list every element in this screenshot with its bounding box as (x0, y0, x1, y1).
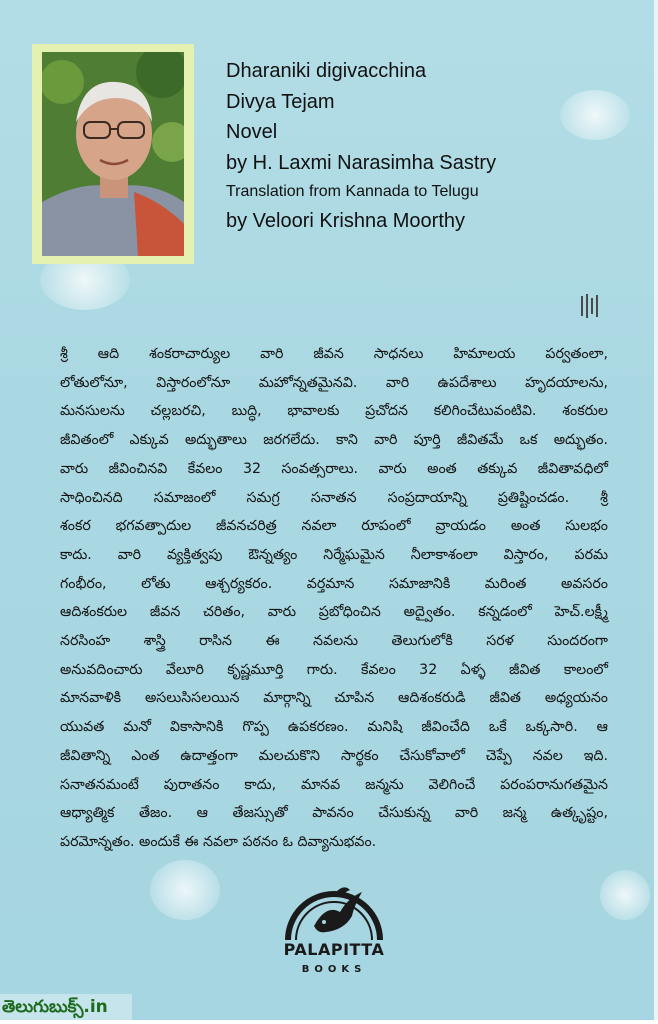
book-info (226, 56, 646, 237)
site-watermark: తెలుగుబుక్స్.in (0, 994, 132, 1020)
scratch-mark-icon (578, 292, 604, 320)
blurb-line: శ్రీ ఆది శంకరాచార్యుల వారి జీవన సాధనలు హిమాలయ పర్వతంలా, (60, 346, 608, 362)
blurb-line: సాధించినది సమాజంలో సమగ్ర సనాతన సంప్రదాయాన్ని ప్రతిష్టించడం. శ్రీ (60, 489, 608, 506)
blurb-line: ఆధ్యాత్మిక తేజం. ఆ తేజస్సుతో పావనం చేసుకున్న వారి జన్మ ఉత్కృష్టం, (60, 805, 608, 822)
blurb-line: మనసులను చల్లబరచి, బుద్ధి, భావాలకు ప్రచోదన కలిగించేటువంటివి. శంకరుల (60, 403, 608, 420)
light-spot (150, 860, 220, 920)
blurb-line: లోతులోనూ, విస్తారంలోనూ మహోన్నతమైనవి. వారి ఉపదేశాలు హృదయాలను, (60, 374, 608, 391)
author-portrait-icon (42, 52, 184, 256)
blurb-line: నరసింహ శాస్త్రి రాసిన ఈ నవలను తెలుగులోకి సరళ సుందరంగా (60, 633, 608, 650)
blurb-line: జీవితాన్ని ఎంత ఉదాత్తంగా మలచుకొని సార్థకం చేసుకోవాలో చెప్పే నవల ఇది. (60, 747, 608, 764)
book-title-line2: Divya Tejam (226, 90, 335, 113)
translation-note: Translation from Kannada to Telugu (226, 183, 479, 200)
blurb-line: అనువదించారు వేలూరి కృష్ణమూర్తి గారు. కేవలం 32 ఏళ్ళ జీవిత కాలంలో (60, 661, 608, 678)
blurb-text (60, 340, 608, 857)
book-title-line1: Dharaniki digivacchina (226, 60, 427, 82)
publisher-name: PALAPITTA (283, 940, 385, 959)
blurb-line: యువత మనో వికాసానికి గొప్ప ఉపకరణం. మనిషి జీవించేది ఒకే ఒక్కసారి. ఆ (60, 719, 608, 736)
book-translator: by Veloori Krishna Moorthy (226, 210, 466, 232)
blurb-line: ఆదిశంకరుల జీవన చరితం, వారు ప్రబోధించిన అద్వైతం. కన్నడంలో హెచ్.లక్ష్మీ (60, 604, 608, 621)
author-photo-frame (32, 44, 194, 264)
book-genre: Novel (226, 121, 278, 143)
book-author: by H. Laxmi Narasimha Sastry (226, 151, 497, 174)
blurb-line: సనాతనమంటే పురాతనం కాదు, మానవ జన్మను వెలిగించే పరంపరానుగతమైన (60, 776, 608, 793)
light-spot (600, 870, 650, 920)
blurb-line: వారు జీవించినవి కేవలం 32 సంవత్సరాలు. వారు అంత తక్కువ జీవితావధిలో (60, 460, 608, 477)
blurb-line: జీవితంలో ఎక్కువ అద్భుతాలు జరగలేదు. కాని వారి పూర్తి జీవితమే ఒక అద్భుతం. (60, 432, 608, 449)
blurb-line: పరమోన్నతం. అందుకే ఈ నవలా పఠనం ఓ దివ్యానుభవం. (60, 833, 377, 850)
blurb-line: కాదు. వారి వ్యక్తిత్వపు ఔన్నత్యం నిర్మేఘమైన నీలాకాశంలా విస్తారం, పరమ (60, 546, 608, 563)
blurb-line: గంభీరం, లోతు ఆశ్చర్యకరం. వర్తమాన సమాజానికి మరింత అవసరం (60, 575, 608, 592)
blurb-line: మానవాళికి అసలుసిసలయిన మార్గాన్ని చూపిన ఆదిశంకరుడి జీవిత అధ్యయనం (60, 690, 608, 707)
publisher-logo (278, 878, 390, 988)
author-photo (42, 52, 184, 256)
publisher-subtitle: BOOKS (301, 964, 367, 975)
blurb-line: శంకర భగవత్పాదుల జీవనచరిత్ర నవలా రూపంలో వ్రాయడం అంత సులభం (60, 518, 608, 535)
bird-logo-icon (278, 878, 390, 944)
